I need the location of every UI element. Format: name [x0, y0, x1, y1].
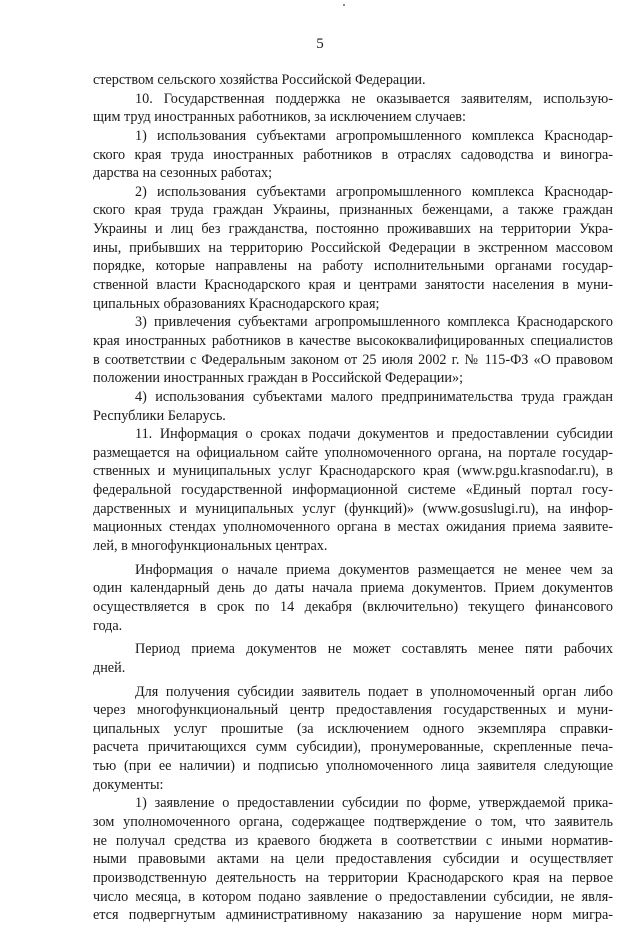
text-line: 10. Государственная поддержка не оказывается заявителям, использую-	[135, 90, 613, 107]
text-line: расчета причитающихся сумм субсидии), пронумерованные, скрепленные печа-	[93, 739, 613, 756]
text-line: ского края труда иностранных работников в отраслях садоводства и виногра-	[93, 146, 613, 163]
scan-speck	[343, 4, 345, 6]
text-line: не получал средства из краевого бюджета в соответствии с иными норматив-	[93, 832, 613, 849]
text-line: ется подвергнутым административному наказанию за нарушение норм мигра-	[93, 907, 613, 924]
text-line: ского края труда граждан Украины, признанных беженцами, а также граждан	[93, 202, 613, 219]
text-line: щим труд иностранных работников, за исключением случаев:	[93, 109, 466, 126]
text-line: Информация о начале приема документов размещается не менее чем за	[135, 561, 613, 578]
text-line: зом уполномоченного органа, содержащее подтверждение о том, что заявитель	[93, 813, 613, 830]
text-line: тью (при ее наличии) и подписью уполномоченного лица заявителя следующие	[93, 758, 613, 775]
text-line: порядке, которые направлены на работу исполнительными органами государ-	[93, 258, 613, 275]
text-line: края иностранных работников в качестве высококвалифицированных специалистов	[93, 332, 613, 349]
text-line: 4) использования субъектами малого предпринимательства труда граждан	[135, 388, 613, 405]
text-line: Период приема документов не может составлять менее пяти рабочих	[135, 641, 613, 658]
text-line: 2) использования субъектами агропромышленного комплекса Краснодар-	[135, 183, 613, 200]
text-line: 3) привлечения субъектами агропромышленного комплекса Краснодарского	[135, 314, 613, 331]
text-line: федеральной государственной информационной системе «Единый портал госу-	[93, 482, 613, 499]
text-line: дней.	[93, 659, 126, 676]
text-line: мационных стендах уполномоченного органа в местах ожидания приема заявите-	[93, 519, 613, 536]
text-line: года.	[93, 617, 123, 634]
text-line: 1) использования субъектами агропромышленного комплекса Краснодар-	[135, 127, 613, 144]
text-line: ины, прибывших на территорию Российской Федерации в экстренном массовом	[93, 239, 613, 256]
text-line: дарственных и муниципальных услуг (функций)» (www.gosuslugi.ru), на инфор-	[93, 500, 613, 517]
text-line: лей, в многофункциональных центрах.	[93, 538, 328, 555]
text-line: осуществляется в срок по 14 декабря (включительно) текущего финансового	[93, 598, 613, 615]
text-line: Украины и лиц без гражданства, постоянно проживавших на территории Укра-	[93, 221, 613, 238]
text-line: ными правовыми актами на цели предоставления субсидии и осуществляет	[93, 851, 613, 868]
text-line: стерством сельского хозяйства Российской Федерации.	[93, 72, 426, 88]
text-line: документы:	[93, 776, 164, 793]
text-line: число месяца, в котором подано заявление о предоставлении субсидии, не явля-	[93, 888, 613, 905]
text-line: положении иностранных граждан в Российской Федерации»;	[93, 370, 464, 387]
text-line: ственных и муниципальных услуг Краснодарского края (www.pgu.krasnodar.ru), в	[93, 463, 613, 480]
text-line: 1) заявление о предоставлении субсидии по форме, утверждаемой прика-	[135, 795, 613, 812]
text-line: Для получения субсидии заявитель подает в уполномоченный орган либо	[135, 683, 613, 700]
text-line: через многофункциональный центр предоставления государственных и муни-	[93, 702, 613, 719]
body-text	[93, 71, 613, 925]
text-line: производственную деятельность на территории Краснодарского края на первое	[93, 869, 613, 886]
text-line: ственной власти Краснодарского края и центрами занятости населения в муни-	[93, 277, 613, 294]
text-line: Республики Беларусь.	[93, 407, 226, 424]
text-line: один календарный день до даты начала приема документов. Прием документов	[93, 580, 613, 597]
text-line: ципальных услуг прошитые (за исключением одного экземпляра справки-	[93, 720, 613, 737]
text-line: размещается на официальном сайте уполномоченного органа, на портале государ-	[93, 444, 613, 461]
text-line: 11. Информация о сроках подачи документов и предоставлении субсидии	[135, 426, 613, 443]
text-line: в соответствии с Федеральным законом от 25 июля 2002 г. № 115-ФЗ «О правовом	[93, 351, 613, 368]
page-number: 5	[316, 36, 324, 52]
text-line: дарства на сезонных работах;	[93, 165, 273, 182]
text-line: ципальных образованиях Краснодарского края;	[93, 295, 380, 312]
